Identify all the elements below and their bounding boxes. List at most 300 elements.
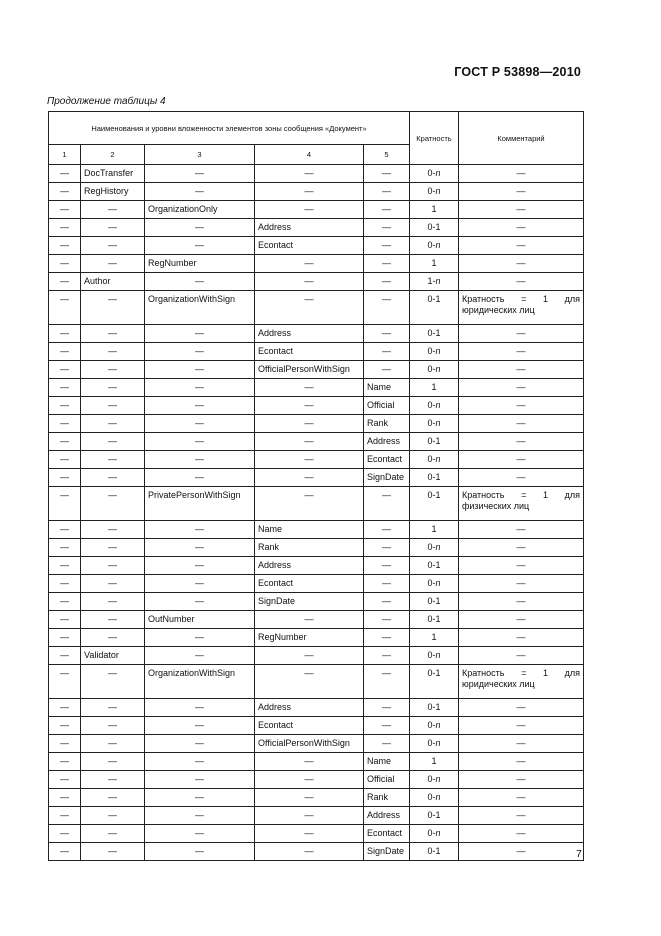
level-number: 3 — [145, 145, 255, 165]
multiplicity-cell: 0-n — [410, 789, 459, 807]
multiplicity-cell: 1 — [410, 629, 459, 647]
comment-cell: — — [459, 557, 584, 575]
level-number: 5 — [364, 145, 410, 165]
table-row — [49, 325, 584, 343]
level-5-cell: — — [364, 255, 410, 273]
level-3-cell: — — [145, 415, 255, 433]
comment-cell: — — [459, 611, 584, 629]
level-5-cell: Official — [364, 771, 410, 789]
table-row — [49, 611, 584, 629]
level-2-cell: — — [81, 593, 145, 611]
level-1-cell: — — [49, 469, 81, 487]
multiplicity-cell: 0-n — [410, 575, 459, 593]
multiplicity-cell: 0-1 — [410, 291, 459, 325]
level-2-cell: — — [81, 361, 145, 379]
table-caption: Продолжение таблицы 4 — [47, 96, 166, 107]
comment-cell: — — [459, 717, 584, 735]
level-4-cell: — — [255, 487, 364, 521]
level-5-cell: Address — [364, 807, 410, 825]
level-2-cell: DocTransfer — [81, 165, 145, 183]
level-2-cell: — — [81, 521, 145, 539]
level-1-cell: — — [49, 753, 81, 771]
comment-cell: — — [459, 343, 584, 361]
level-1-cell: — — [49, 201, 81, 219]
level-3-cell: RegNumber — [145, 255, 255, 273]
level-5-cell: Official — [364, 397, 410, 415]
level-1-cell: — — [49, 717, 81, 735]
comment-cell: — — [459, 629, 584, 647]
level-2-cell: — — [81, 629, 145, 647]
table-row — [49, 735, 584, 753]
level-5-cell: — — [364, 521, 410, 539]
level-3-cell: — — [145, 165, 255, 183]
level-3-cell: OutNumber — [145, 611, 255, 629]
level-5-cell: — — [364, 201, 410, 219]
level-1-cell: — — [49, 825, 81, 843]
level-3-cell: — — [145, 717, 255, 735]
level-2-cell: — — [81, 487, 145, 521]
comment-cell: — — [459, 771, 584, 789]
multiplicity-cell: 0-1 — [410, 593, 459, 611]
comment-cell: — — [459, 255, 584, 273]
level-4-cell: — — [255, 379, 364, 397]
level-1-cell: — — [49, 433, 81, 451]
level-5-cell: — — [364, 539, 410, 557]
comment-cell: — — [459, 789, 584, 807]
table-row — [49, 433, 584, 451]
table-row — [49, 539, 584, 557]
table-row — [49, 451, 584, 469]
level-4-cell: — — [255, 201, 364, 219]
level-4-cell: — — [255, 273, 364, 291]
level-3-cell: — — [145, 343, 255, 361]
level-2-cell: — — [81, 735, 145, 753]
level-1-cell: — — [49, 735, 81, 753]
level-3-cell: — — [145, 843, 255, 861]
level-1-cell: — — [49, 397, 81, 415]
level-4-cell: — — [255, 789, 364, 807]
level-1-cell: — — [49, 557, 81, 575]
level-3-cell: — — [145, 593, 255, 611]
table-row — [49, 593, 584, 611]
multiplicity-cell: 0-n — [410, 361, 459, 379]
multiplicity-cell: 0-1 — [410, 469, 459, 487]
comment-cell: — — [459, 469, 584, 487]
level-4-cell: RegNumber — [255, 629, 364, 647]
level-5-cell: Rank — [364, 415, 410, 433]
table-row — [49, 487, 584, 521]
level-1-cell: — — [49, 219, 81, 237]
level-2-cell: — — [81, 451, 145, 469]
level-number: 1 — [49, 145, 81, 165]
table-row — [49, 469, 584, 487]
level-1-cell: — — [49, 361, 81, 379]
level-3-cell: — — [145, 807, 255, 825]
level-1-cell: — — [49, 789, 81, 807]
level-4-cell: — — [255, 469, 364, 487]
multiplicity-cell: 0-n — [410, 237, 459, 255]
comment-cell: — — [459, 379, 584, 397]
level-2-cell: — — [81, 379, 145, 397]
level-3-cell: — — [145, 647, 255, 665]
level-3-cell: — — [145, 575, 255, 593]
level-4-cell: — — [255, 183, 364, 201]
multiplicity-cell: 0-1 — [410, 433, 459, 451]
level-3-cell: — — [145, 397, 255, 415]
level-3-cell: OrganizationWithSign — [145, 291, 255, 325]
level-2-cell: — — [81, 201, 145, 219]
table-row — [49, 273, 584, 291]
level-3-cell: — — [145, 699, 255, 717]
table-row — [49, 717, 584, 735]
page-number: 7 — [576, 848, 582, 860]
comment-cell: — — [459, 647, 584, 665]
comment-cell: — — [459, 593, 584, 611]
comment-cell: — — [459, 325, 584, 343]
level-2-cell: — — [81, 433, 145, 451]
level-4-cell: — — [255, 611, 364, 629]
multiplicity-cell: 0-n — [410, 825, 459, 843]
level-4-cell: Econtact — [255, 343, 364, 361]
table-row — [49, 771, 584, 789]
level-4-cell: — — [255, 255, 364, 273]
multiplicity-cell: 0-n — [410, 647, 459, 665]
level-5-cell: Econtact — [364, 825, 410, 843]
level-5-cell: — — [364, 291, 410, 325]
level-4-cell: — — [255, 165, 364, 183]
level-1-cell: — — [49, 539, 81, 557]
level-2-cell: — — [81, 219, 145, 237]
table-row — [49, 647, 584, 665]
level-4-cell: Econtact — [255, 575, 364, 593]
table-row — [49, 575, 584, 593]
level-2-cell: Validator — [81, 647, 145, 665]
level-5-cell: — — [364, 665, 410, 699]
level-4-cell: — — [255, 647, 364, 665]
document-code: ГОСТ Р 53898—2010 — [454, 65, 581, 79]
group-header: Наименования и уровни вложенности элементов зоны сообщения «Документ» — [49, 112, 410, 145]
level-1-cell: — — [49, 165, 81, 183]
comment-cell: — — [459, 539, 584, 557]
level-5-cell: — — [364, 325, 410, 343]
table-row — [49, 255, 584, 273]
level-2-cell: — — [81, 825, 145, 843]
table-row — [49, 699, 584, 717]
multiplicity-cell: 1 — [410, 379, 459, 397]
level-2-cell: — — [81, 843, 145, 861]
level-2-cell: — — [81, 557, 145, 575]
multiplicity-cell: 0-n — [410, 415, 459, 433]
level-4-cell: — — [255, 771, 364, 789]
level-3-cell: OrganizationWithSign — [145, 665, 255, 699]
level-1-cell: — — [49, 807, 81, 825]
level-5-cell: Econtact — [364, 451, 410, 469]
level-3-cell: — — [145, 379, 255, 397]
multiplicity-cell: 1 — [410, 201, 459, 219]
multiplicity-cell: 0-1 — [410, 325, 459, 343]
multiplicity-header: Кратность — [410, 112, 459, 165]
multiplicity-cell: 0-n — [410, 717, 459, 735]
level-3-cell: — — [145, 433, 255, 451]
multiplicity-cell: 0-1 — [410, 611, 459, 629]
level-2-cell: RegHistory — [81, 183, 145, 201]
level-5-cell: Rank — [364, 789, 410, 807]
level-5-cell: — — [364, 361, 410, 379]
level-1-cell: — — [49, 255, 81, 273]
level-1-cell: — — [49, 665, 81, 699]
level-1-cell: — — [49, 415, 81, 433]
level-number: 4 — [255, 145, 364, 165]
level-5-cell: SignDate — [364, 843, 410, 861]
level-4-cell: OfficialPersonWithSign — [255, 735, 364, 753]
table-row — [49, 219, 584, 237]
table-row — [49, 629, 584, 647]
comment-cell: — — [459, 575, 584, 593]
level-3-cell: — — [145, 789, 255, 807]
level-2-cell: — — [81, 237, 145, 255]
level-1-cell: — — [49, 291, 81, 325]
table-row — [49, 807, 584, 825]
level-2-cell: — — [81, 771, 145, 789]
level-4-cell: — — [255, 397, 364, 415]
level-2-cell: — — [81, 415, 145, 433]
table-row — [49, 521, 584, 539]
level-5-cell: — — [364, 629, 410, 647]
table-header-row — [49, 112, 584, 145]
multiplicity-cell: 0-1 — [410, 219, 459, 237]
comment-cell: — — [459, 521, 584, 539]
level-4-cell: OfficialPersonWithSign — [255, 361, 364, 379]
level-5-cell: — — [364, 699, 410, 717]
table-row — [49, 379, 584, 397]
level-3-cell: — — [145, 451, 255, 469]
level-2-cell: — — [81, 575, 145, 593]
level-4-cell: Address — [255, 325, 364, 343]
level-2-cell: — — [81, 539, 145, 557]
comment-cell: Кратность = 1 для юридических лиц — [459, 291, 584, 325]
multiplicity-cell: 0-1 — [410, 557, 459, 575]
level-5-cell: — — [364, 557, 410, 575]
level-3-cell: — — [145, 237, 255, 255]
comment-cell: — — [459, 237, 584, 255]
level-5-cell: — — [364, 237, 410, 255]
level-3-cell: — — [145, 469, 255, 487]
comment-cell: — — [459, 699, 584, 717]
level-3-cell: OrganizationOnly — [145, 201, 255, 219]
level-3-cell: — — [145, 325, 255, 343]
level-5-cell: — — [364, 219, 410, 237]
comment-cell: — — [459, 397, 584, 415]
level-1-cell: — — [49, 575, 81, 593]
multiplicity-cell: 1 — [410, 255, 459, 273]
comment-cell: — — [459, 183, 584, 201]
level-5-cell: Name — [364, 379, 410, 397]
level-3-cell: — — [145, 539, 255, 557]
level-1-cell: — — [49, 611, 81, 629]
table-row — [49, 183, 584, 201]
level-1-cell: — — [49, 237, 81, 255]
level-1-cell: — — [49, 487, 81, 521]
level-3-cell: PrivatePersonWithSign — [145, 487, 255, 521]
level-2-cell: — — [81, 717, 145, 735]
level-5-cell: — — [364, 593, 410, 611]
level-1-cell: — — [49, 451, 81, 469]
level-1-cell: — — [49, 343, 81, 361]
multiplicity-cell: 0-n — [410, 735, 459, 753]
level-2-cell: — — [81, 325, 145, 343]
level-3-cell: — — [145, 183, 255, 201]
comment-cell: — — [459, 273, 584, 291]
comment-cell: Кратность = 1 для юридических лиц — [459, 665, 584, 699]
level-3-cell: — — [145, 361, 255, 379]
level-5-cell: — — [364, 611, 410, 629]
level-4-cell: — — [255, 843, 364, 861]
level-4-cell: — — [255, 753, 364, 771]
level-4-cell: — — [255, 807, 364, 825]
table-row — [49, 825, 584, 843]
level-3-cell: — — [145, 557, 255, 575]
comment-cell: — — [459, 807, 584, 825]
level-4-cell: Econtact — [255, 717, 364, 735]
level-1-cell: — — [49, 629, 81, 647]
level-3-cell: — — [145, 735, 255, 753]
level-5-cell: — — [364, 273, 410, 291]
level-2-cell: — — [81, 699, 145, 717]
level-3-cell: — — [145, 273, 255, 291]
level-2-cell: — — [81, 343, 145, 361]
level-4-cell: — — [255, 415, 364, 433]
level-1-cell: — — [49, 771, 81, 789]
level-5-cell: — — [364, 165, 410, 183]
comment-cell: — — [459, 165, 584, 183]
level-4-cell: — — [255, 825, 364, 843]
level-3-cell: — — [145, 629, 255, 647]
comment-cell: — — [459, 843, 584, 861]
level-4-cell: Address — [255, 699, 364, 717]
table-body — [49, 112, 584, 861]
level-4-cell: Rank — [255, 539, 364, 557]
comment-cell: — — [459, 219, 584, 237]
multiplicity-cell: 0-n — [410, 165, 459, 183]
level-4-cell: SignDate — [255, 593, 364, 611]
comment-header: Комментарий — [459, 112, 584, 165]
multiplicity-cell: 0-1 — [410, 487, 459, 521]
level-4-cell: Address — [255, 557, 364, 575]
table-row — [49, 789, 584, 807]
multiplicity-cell: 0-1 — [410, 843, 459, 861]
table-row — [49, 665, 584, 699]
level-5-cell: — — [364, 487, 410, 521]
table-row — [49, 237, 584, 255]
level-5-cell: — — [364, 575, 410, 593]
multiplicity-cell: 0-1 — [410, 665, 459, 699]
level-4-cell: Econtact — [255, 237, 364, 255]
elements-table — [48, 111, 584, 861]
multiplicity-cell: 0-n — [410, 451, 459, 469]
level-1-cell: — — [49, 273, 81, 291]
level-5-cell: — — [364, 735, 410, 753]
multiplicity-cell: 0-n — [410, 771, 459, 789]
table-row — [49, 753, 584, 771]
level-3-cell: — — [145, 825, 255, 843]
table-row — [49, 291, 584, 325]
table-row — [49, 343, 584, 361]
level-3-cell: — — [145, 219, 255, 237]
level-5-cell: — — [364, 647, 410, 665]
multiplicity-cell: 1-n — [410, 273, 459, 291]
level-3-cell: — — [145, 521, 255, 539]
multiplicity-cell: 0-n — [410, 183, 459, 201]
multiplicity-cell: 0-n — [410, 397, 459, 415]
comment-cell: — — [459, 825, 584, 843]
comment-cell: — — [459, 361, 584, 379]
level-2-cell: — — [81, 255, 145, 273]
level-4-cell: Name — [255, 521, 364, 539]
level-2-cell: — — [81, 469, 145, 487]
comment-cell: — — [459, 433, 584, 451]
level-4-cell: — — [255, 665, 364, 699]
level-3-cell: — — [145, 771, 255, 789]
level-5-cell: — — [364, 183, 410, 201]
table-row — [49, 415, 584, 433]
level-1-cell: — — [49, 183, 81, 201]
level-4-cell: — — [255, 433, 364, 451]
level-5-cell: Address — [364, 433, 410, 451]
table-row — [49, 361, 584, 379]
level-2-cell: — — [81, 789, 145, 807]
level-2-cell: — — [81, 397, 145, 415]
level-1-cell: — — [49, 325, 81, 343]
multiplicity-cell: 0-n — [410, 539, 459, 557]
table-row — [49, 165, 584, 183]
comment-cell: — — [459, 735, 584, 753]
level-4-cell: Address — [255, 219, 364, 237]
level-1-cell: — — [49, 593, 81, 611]
level-2-cell: — — [81, 611, 145, 629]
level-5-cell: — — [364, 717, 410, 735]
table-row — [49, 201, 584, 219]
level-4-cell: — — [255, 291, 364, 325]
level-2-cell: Author — [81, 273, 145, 291]
level-number: 2 — [81, 145, 145, 165]
level-5-cell: — — [364, 343, 410, 361]
level-1-cell: — — [49, 521, 81, 539]
level-1-cell: — — [49, 647, 81, 665]
table-row — [49, 843, 584, 861]
comment-cell: Кратность = 1 для физических лиц — [459, 487, 584, 521]
level-1-cell: — — [49, 843, 81, 861]
level-1-cell: — — [49, 699, 81, 717]
level-5-cell: Name — [364, 753, 410, 771]
level-2-cell: — — [81, 807, 145, 825]
level-5-cell: SignDate — [364, 469, 410, 487]
comment-cell: — — [459, 201, 584, 219]
comment-cell: — — [459, 415, 584, 433]
comment-cell: — — [459, 451, 584, 469]
multiplicity-cell: 0-1 — [410, 807, 459, 825]
multiplicity-cell: 0-1 — [410, 699, 459, 717]
comment-cell: — — [459, 753, 584, 771]
level-2-cell: — — [81, 753, 145, 771]
level-3-cell: — — [145, 753, 255, 771]
level-2-cell: — — [81, 665, 145, 699]
level-1-cell: — — [49, 379, 81, 397]
table-row — [49, 557, 584, 575]
level-4-cell: — — [255, 451, 364, 469]
level-2-cell: — — [81, 291, 145, 325]
table-row — [49, 397, 584, 415]
multiplicity-cell: 1 — [410, 753, 459, 771]
